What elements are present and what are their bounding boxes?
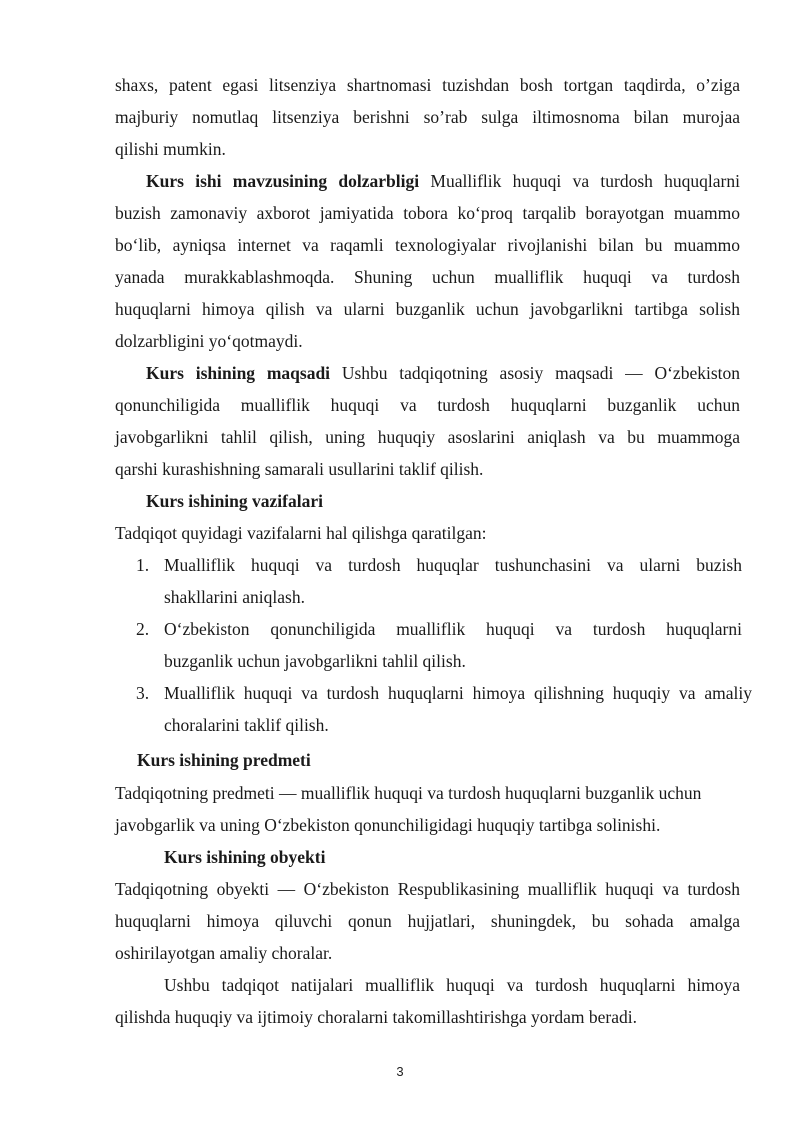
maqsad-first-line [146,363,740,383]
maqsad-text: Ushbu tadqiqotning asosiy maqsadi — O‘zbekiston [330,363,740,383]
maqsad-heading: Kurs ishining maqsadi [146,363,331,383]
paragraph-line: qilishi mumkin. [115,139,226,159]
paragraph-line: huquqlarni himoya qilish va ularni buzganlik uchun javobgarlikni tartibga solish [115,299,740,319]
vazifalar-intro: Tadqiqot quyidagi vazifalarni hal qilishga qaratilgan: [115,523,487,543]
dolzarblik-text: Mualliflik huquqi va turdosh huquqlarni [419,171,740,191]
vazifalar-heading: Kurs ishining vazifalari [146,491,323,511]
list-item-line: O‘zbekiston qonunchiligida mualliflik huquqi va turdosh huquqlarni [164,619,742,639]
paragraph-line: javobgarlik va uning O‘zbekiston qonunchiligidagi huquqiy tartibga solinishi. [115,815,661,835]
dolzarblik-first-line [146,171,740,191]
dolzarblik-heading: Kurs ishi mavzusining dolzarbligi [146,171,420,191]
list-item-line: buzganlik uchun javobgarlikni tahlil qilish. [164,651,466,671]
list-item-line: Mualliflik huquqi va turdosh huquqlarni himoya qilishning huquqiy va amaliy [164,683,752,703]
list-item-line: choralarini taklif qilish. [164,715,329,735]
paragraph-line: javobgarlikni tahlil qilish, uning huquqiy asoslarini aniqlash va bu muammoga [115,427,740,447]
paragraph-line: oshirilayotgan amaliy choralar. [115,943,333,963]
list-item-line: shakllarini aniqlash. [164,587,305,607]
paragraph-line: shaxs, patent egasi litsenziya shartnomasi tuzishdan bosh tortgan taqdirda, o’ziga [115,75,740,95]
paragraph-line: Tadqiqotning obyekti — O‘zbekiston Respublikasining mualliflik huquqi va turdosh [115,879,740,899]
paragraph-line: qonunchiligida mualliflik huquqi va turdosh huquqlarni buzganlik uchun [115,395,740,415]
paragraph-line: Ushbu tadqiqot natijalari mualliflik huquqi va turdosh huquqlarni himoya [164,975,740,995]
predmet-heading: Kurs ishining predmeti [137,750,311,770]
paragraph-line: Tadqiqotning predmeti — mualliflik huquqi va turdosh huquqlarni buzganlik uchun [115,783,702,803]
paragraph-line: huquqlarni himoya qiluvchi qonun hujjatlari, shuningdek, bu sohada amalga [115,911,740,931]
list-item-number: 2. [136,619,150,639]
paragraph-line: qilishda huquqiy va ijtimoiy choralarni takomillashtirishga yordam beradi. [115,1007,637,1027]
paragraph-line: dolzarbligini yo‘qotmaydi. [115,331,303,351]
page-number: 3 [396,1064,404,1079]
obyekt-heading: Kurs ishining obyekti [164,847,326,867]
paragraph-line: yanada murakkablashmoqda. Shuning uchun mualliflik huquqi va turdosh [115,267,740,287]
list-item-number: 1. [136,555,150,575]
paragraph-line: qarshi kurashishning samarali usullarini taklif qilish. [115,459,484,479]
paragraph-line: majburiy nomutlaq litsenziya berishni so’rab sulga iltimosnoma bilan murojaa [115,107,740,127]
list-item-number: 3. [136,683,150,703]
paragraph-line: bo‘lib, ayniqsa internet va raqamli texnologiyalar rivojlanishi bilan bu muammo [115,235,740,255]
paragraph-line: buzish zamonaviy axborot jamiyatida tobora ko‘proq tarqalib borayotgan muammo [115,203,740,223]
list-item-line: Mualliflik huquqi va turdosh huquqlar tushunchasini va ularni buzish [164,555,742,575]
